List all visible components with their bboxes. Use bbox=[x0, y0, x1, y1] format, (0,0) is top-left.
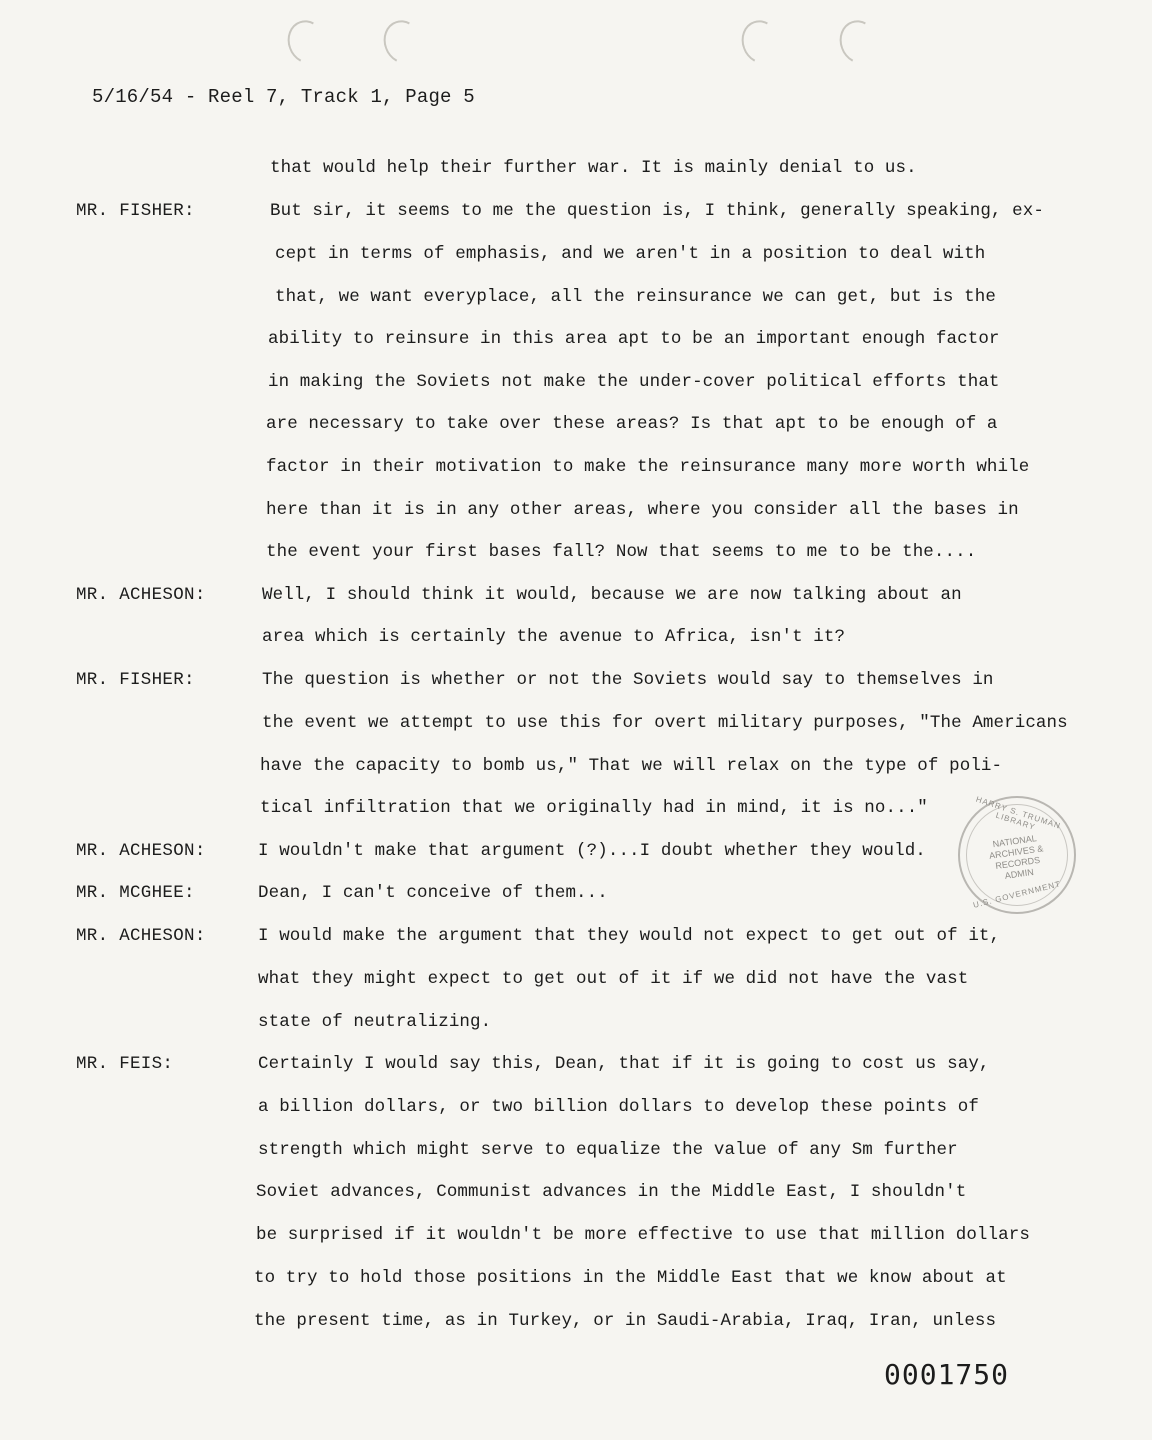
transcript-text: the event we attempt to use this for overt military purposes, "The Americans bbox=[262, 713, 1068, 733]
transcript-line bbox=[0, 756, 1152, 799]
transcript-text: have the capacity to bomb us," That we will relax on the type of poli- bbox=[260, 756, 1003, 776]
speaker-label: MR. ACHESON: bbox=[76, 926, 206, 946]
transcript-text: here than it is in any other areas, where you consider all the bases in bbox=[266, 500, 1019, 520]
transcript-text: in making the Soviets not make the under-cover political efforts that bbox=[268, 372, 1000, 392]
transcript-text: Well, I should think it would, because we are now talking about an bbox=[262, 585, 962, 605]
transcript-text: Dean, I can't conceive of them... bbox=[258, 883, 608, 903]
transcript-line bbox=[0, 542, 1152, 585]
transcript-text: are necessary to take over these areas? Is that apt to be enough of a bbox=[266, 414, 998, 434]
transcript-text: a billion dollars, or two billion dollars to develop these points of bbox=[258, 1097, 979, 1117]
transcript-text: ability to reinsure in this area apt to be an important enough factor bbox=[268, 329, 1000, 349]
transcript-line bbox=[0, 457, 1152, 500]
stamp-rim-text: HARRY S. TRUMAN LIBRARY bbox=[974, 794, 1062, 832]
transcript-line bbox=[0, 1182, 1152, 1225]
transcript-line bbox=[0, 372, 1152, 415]
transcript-line bbox=[0, 585, 1152, 628]
speaker-label: MR. FISHER: bbox=[76, 201, 195, 221]
transcript-text: area which is certainly the avenue to Africa, isn't it? bbox=[262, 627, 846, 647]
punch-hole bbox=[736, 15, 787, 69]
document-number: 0001750 bbox=[884, 1358, 1010, 1391]
transcript-line bbox=[0, 500, 1152, 543]
transcript-text: factor in their motivation to make the reinsurance many more worth while bbox=[266, 457, 1030, 477]
transcript-line bbox=[0, 1012, 1152, 1055]
transcript-text: be surprised if it wouldn't be more effective to use that million dollars bbox=[256, 1225, 1030, 1245]
transcript-line bbox=[0, 201, 1152, 244]
transcript-line bbox=[0, 414, 1152, 457]
transcript-text: strength which might serve to equalize the value of any Sm further bbox=[258, 1140, 958, 1160]
transcript-line bbox=[0, 329, 1152, 372]
transcript-line bbox=[0, 1054, 1152, 1097]
transcript-line bbox=[0, 1311, 1152, 1354]
speaker-label: MR. FEIS: bbox=[76, 1054, 174, 1074]
speaker-label: MR. MCGHEE: bbox=[76, 883, 195, 903]
punch-hole bbox=[282, 15, 333, 69]
speaker-label: MR. ACHESON: bbox=[76, 585, 206, 605]
transcript-line bbox=[0, 670, 1152, 713]
transcript-text: I wouldn't make that argument (?)...I doubt whether they would. bbox=[258, 841, 926, 861]
punch-hole bbox=[378, 15, 429, 69]
archive-stamp bbox=[958, 796, 1076, 914]
transcript-line bbox=[0, 926, 1152, 969]
transcript-text: the present time, as in Turkey, or in Saudi-Arabia, Iraq, Iran, unless bbox=[254, 1311, 997, 1331]
transcript-text: that would help their further war. It is mainly denial to us. bbox=[270, 158, 917, 178]
transcript-line bbox=[0, 1140, 1152, 1183]
transcript-text: Soviet advances, Communist advances in the Middle East, I shouldn't bbox=[256, 1182, 967, 1202]
stamp-center-text: NATIONAL ARCHIVES & RECORDS ADMIN bbox=[988, 833, 1044, 881]
transcript-text: tical infiltration that we originally had in mind, it is no..." bbox=[260, 798, 928, 818]
transcript-text: But sir, it seems to me the question is, I think, generally speaking, ex- bbox=[270, 201, 1044, 221]
transcript-text: what they might expect to get out of it if we did not have the vast bbox=[258, 969, 969, 989]
transcript-line bbox=[0, 1268, 1152, 1311]
punch-hole bbox=[834, 15, 885, 69]
speaker-label: MR. FISHER: bbox=[76, 670, 195, 690]
transcript-text: the event your first bases fall? Now that seems to me to be the.... bbox=[266, 542, 977, 562]
transcript-line bbox=[0, 244, 1152, 287]
transcript-text: cept in terms of emphasis, and we aren't in a position to deal with bbox=[275, 244, 986, 264]
page-header: 5/16/54 - Reel 7, Track 1, Page 5 bbox=[92, 86, 475, 108]
transcript-text: I would make the argument that they would not expect to get out of it, bbox=[258, 926, 1001, 946]
transcript-text: to try to hold those positions in the Middle East that we know about at bbox=[254, 1268, 1007, 1288]
transcript-line bbox=[0, 627, 1152, 670]
transcript-line bbox=[0, 158, 1152, 201]
transcript-text: that, we want everyplace, all the reinsurance we can get, but is the bbox=[275, 287, 996, 307]
transcript-line bbox=[0, 713, 1152, 756]
transcript-text: state of neutralizing. bbox=[258, 1012, 492, 1032]
transcript-line bbox=[0, 287, 1152, 330]
transcript-text: Certainly I would say this, Dean, that if it is going to cost us say, bbox=[258, 1054, 990, 1074]
speaker-label: MR. ACHESON: bbox=[76, 841, 206, 861]
transcript-line bbox=[0, 1097, 1152, 1140]
stamp-bottom-text: U.S. GOVERNMENT bbox=[972, 879, 1062, 910]
transcript-line bbox=[0, 1225, 1152, 1268]
transcript-text: The question is whether or not the Soviets would say to themselves in bbox=[262, 670, 994, 690]
transcript-line bbox=[0, 969, 1152, 1012]
